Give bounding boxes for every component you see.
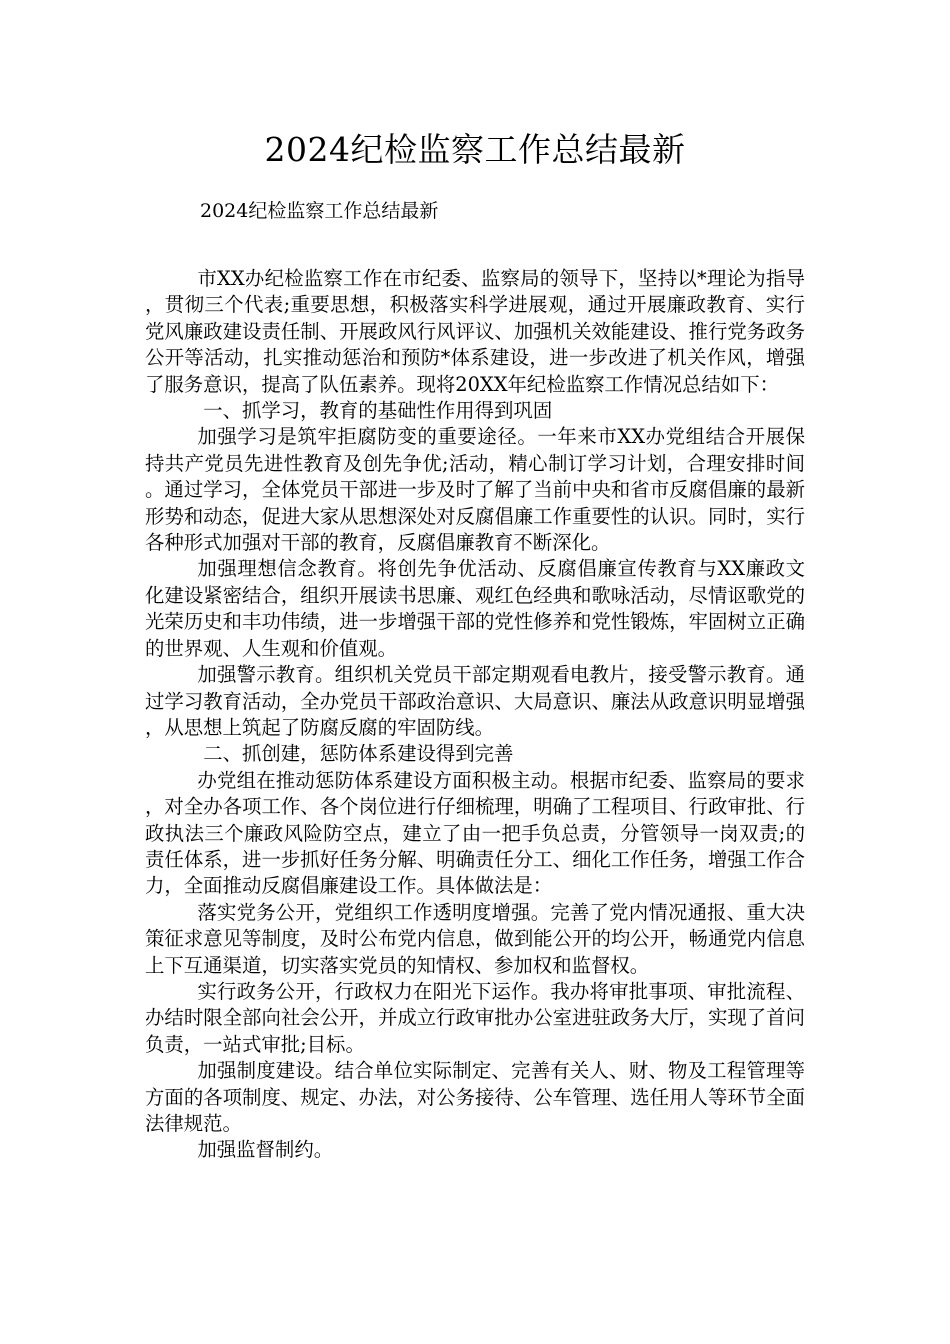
paragraph: 加强监督制约。 (197, 1138, 334, 1162)
document-body (145, 266, 805, 1164)
paragraph: 实行政务公开，行政权力在阳光下运作。我办将审批事项、审批流程、办结时限全部向社会公开，并成立行政审批办公室进驻政务大厅，实现了首问负责，一站式审批;目标。 (145, 979, 805, 1056)
paragraph: 办党组在推动惩防体系建设方面积极主动。根据市纪委、监察局的要求，对全办各项工作、各个岗位进行仔细梳理，明确了工程项目、行政审批、行政执法三个廉政风险防空点，建立了由一把手负总责，分管领导一岗双责;的责任体系，进一步抓好任务分解、明确责任分工、细化工作任务，增强工作合力，全面推动反腐倡廉建设工作。具体做法是： (145, 768, 805, 898)
paragraph: 加强学习是筑牢拒腐防变的重要途径。一年来市XX办党组结合开展保持共产党员先进性教育及创先争优;活动，精心制订学习计划，合理安排时间。通过学习，全体党员干部进一步及时了解了当前中央和省市反腐倡廉的最新形势和动态，促进大家从思想深处对反腐倡廉工作重要性的认识。同时，实行各种形式加强对干部的教育，反腐倡廉教育不断深化。 (145, 425, 805, 555)
section-heading-2: 二、抓创建，惩防体系建设得到完善 (203, 742, 514, 766)
document-subtitle: 2024纪检监察工作总结最新 (200, 200, 439, 222)
paragraph: 加强警示教育。组织机关党员干部定期观看电教片，接受警示教育。通过学习教育活动，全办党员干部政治意识、大局意识、廉法从政意识明显增强，从思想上筑起了防腐反腐的牢固防线。 (145, 663, 805, 739)
paragraph: 加强理想信念教育。将创先争优活动、反腐倡廉宣传教育与XX廉政文化建设紧密结合，组织开展读书思廉、观红色经典和歌咏活动，尽情讴歌党的光荣历史和丰功伟绩，进一步增强干部的党性修养和党性锻炼，牢固树立正确的世界观、人生观和价值观。 (145, 557, 805, 660)
document-title: 2024纪检监察工作总结最新 (264, 130, 686, 169)
paragraph: 落实党务公开，党组织工作透明度增强。完善了党内情况通报、重大决策征求意见等制度，及时公布党内信息，做到能公开的均公开，畅通党内信息上下互通渠道，切实落实党员的知情权、参加权和监督权。 (145, 900, 805, 977)
intro-paragraph: 市XX办纪检监察工作在市纪委、监察局的领导下，坚持以*理论为指导，贯彻三个代表;重要思想，积极落实科学进展观，通过开展廉政教育、实行党风廉政建设责任制、开展政风行风评议、加强机关效能建设、推行党务政务公开等活动，扎实推动惩治和预防*体系建设，进一步改进了机关作风，增强了服务意识，提高了队伍素养。现将20XX年纪检监察工作情况总结如下： (145, 267, 805, 396)
section-heading-1: 一、抓学习，教育的基础性作用得到巩固 (203, 399, 553, 423)
paragraph: 加强制度建设。结合单位实际制定、完善有关人、财、物及工程管理等方面的各项制度、规定、办法，对公务接待、公车管理、选任用人等环节全面法律规范。 (145, 1059, 805, 1135)
